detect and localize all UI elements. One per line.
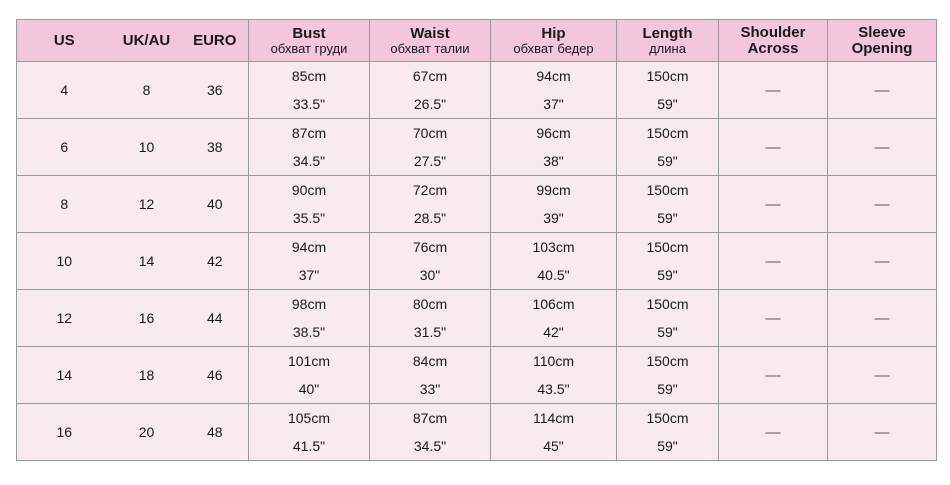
shoulder-across-cell: — bbox=[719, 176, 828, 233]
table-body bbox=[17, 62, 937, 461]
table-header bbox=[17, 20, 937, 62]
us-size-cell: 8 bbox=[17, 176, 112, 233]
length-cm-value: 150cm bbox=[646, 296, 689, 312]
hip-cell bbox=[491, 119, 617, 176]
uk-au-size-cell: 20 bbox=[112, 404, 182, 461]
header-euro: EURO bbox=[182, 20, 249, 62]
waist-cm-value: 80cm bbox=[412, 296, 448, 312]
length-cm-value: 150cm bbox=[646, 410, 689, 426]
table-row bbox=[17, 290, 937, 347]
length-cell bbox=[617, 233, 719, 290]
bust-cell bbox=[249, 290, 370, 347]
euro-size-cell: 48 bbox=[182, 404, 249, 461]
length-cell bbox=[617, 62, 719, 119]
sleeve-opening-cell: — bbox=[828, 347, 937, 404]
length-inch-value: 59" bbox=[657, 96, 678, 112]
waist-cell bbox=[370, 290, 491, 347]
header-hip bbox=[491, 20, 617, 62]
waist-cell bbox=[370, 233, 491, 290]
header-shoulder bbox=[719, 20, 828, 62]
header-us: US bbox=[17, 20, 112, 62]
length-cm-value: 150cm bbox=[646, 353, 689, 369]
us-size-cell: 16 bbox=[17, 404, 112, 461]
header-row bbox=[17, 20, 937, 62]
length-cell bbox=[617, 404, 719, 461]
waist-cm-value: 84cm bbox=[412, 353, 448, 369]
header-sleeve-line1: Sleeve bbox=[858, 23, 906, 41]
header-hip-sub: обхват бедер bbox=[513, 41, 594, 56]
hip-cell bbox=[491, 347, 617, 404]
euro-size-cell: 36 bbox=[182, 62, 249, 119]
bust-cm-value: 94cm bbox=[291, 239, 327, 255]
length-inch-value: 59" bbox=[657, 381, 678, 397]
waist-inch-value: 27.5" bbox=[413, 153, 447, 169]
waist-cm-value: 76cm bbox=[412, 239, 448, 255]
size-chart-table bbox=[16, 19, 937, 461]
length-cm-value: 150cm bbox=[646, 125, 689, 141]
hip-cell bbox=[491, 233, 617, 290]
length-cm-value: 150cm bbox=[646, 182, 689, 198]
waist-cm-value: 87cm bbox=[412, 410, 448, 426]
bust-cell bbox=[249, 176, 370, 233]
header-sleeve-line2: Opening bbox=[851, 39, 913, 57]
bust-cm-value: 105cm bbox=[287, 410, 331, 426]
header-waist bbox=[370, 20, 491, 62]
bust-inch-value: 40" bbox=[298, 381, 320, 397]
euro-size-cell: 44 bbox=[182, 290, 249, 347]
header-hip-label: Hip bbox=[541, 25, 566, 42]
bust-inch-value: 35.5" bbox=[292, 210, 326, 226]
hip-cell bbox=[491, 176, 617, 233]
hip-cell bbox=[491, 290, 617, 347]
length-cell bbox=[617, 176, 719, 233]
bust-inch-value: 37" bbox=[298, 267, 320, 283]
shoulder-across-cell: — bbox=[719, 404, 828, 461]
bust-cell bbox=[249, 404, 370, 461]
uk-au-size-cell: 8 bbox=[112, 62, 182, 119]
sleeve-opening-cell: — bbox=[828, 290, 937, 347]
hip-cm-value: 106cm bbox=[532, 296, 575, 312]
length-inch-value: 59" bbox=[657, 153, 678, 169]
us-size-cell: 6 bbox=[17, 119, 112, 176]
waist-cm-value: 70cm bbox=[412, 125, 448, 141]
hip-cm-value: 114cm bbox=[533, 410, 574, 426]
shoulder-across-cell: — bbox=[719, 290, 828, 347]
hip-inch-value: 39" bbox=[543, 210, 564, 226]
bust-cell bbox=[249, 347, 370, 404]
us-size-cell: 14 bbox=[17, 347, 112, 404]
bust-inch-value: 33.5" bbox=[292, 96, 326, 112]
bust-inch-value: 41.5" bbox=[292, 438, 326, 454]
hip-cell bbox=[491, 404, 617, 461]
uk-au-size-cell: 12 bbox=[112, 176, 182, 233]
waist-cm-value: 72cm bbox=[412, 182, 448, 198]
hip-cm-value: 96cm bbox=[536, 125, 571, 141]
uk-au-size-cell: 14 bbox=[112, 233, 182, 290]
bust-inch-value: 38.5" bbox=[292, 324, 326, 340]
bust-cm-value: 90cm bbox=[291, 182, 327, 198]
waist-inch-value: 31.5" bbox=[413, 324, 447, 340]
hip-cm-value: 99cm bbox=[536, 182, 571, 198]
hip-cm-value: 94cm bbox=[536, 68, 571, 84]
bust-inch-value: 34.5" bbox=[292, 153, 326, 169]
hip-inch-value: 40.5" bbox=[537, 267, 570, 283]
table-row bbox=[17, 62, 937, 119]
uk-au-size-cell: 10 bbox=[112, 119, 182, 176]
uk-au-size-cell: 18 bbox=[112, 347, 182, 404]
hip-cm-value: 103cm bbox=[532, 239, 575, 255]
hip-inch-value: 37" bbox=[543, 96, 564, 112]
hip-cm-value: 110cm bbox=[533, 353, 574, 369]
hip-inch-value: 45" bbox=[543, 438, 564, 454]
table-row bbox=[17, 176, 937, 233]
hip-inch-value: 42" bbox=[543, 324, 564, 340]
waist-inch-value: 26.5" bbox=[413, 96, 447, 112]
shoulder-across-cell: — bbox=[719, 233, 828, 290]
bust-cell bbox=[249, 119, 370, 176]
bust-cm-value: 98cm bbox=[291, 296, 327, 312]
header-shoulder-line1: Shoulder bbox=[740, 23, 806, 41]
header-waist-label: Waist bbox=[410, 25, 450, 42]
length-inch-value: 59" bbox=[657, 210, 678, 226]
bust-cm-value: 101cm bbox=[287, 353, 331, 369]
hip-inch-value: 38" bbox=[543, 153, 564, 169]
waist-cm-value: 67cm bbox=[412, 68, 448, 84]
sleeve-opening-cell: — bbox=[828, 62, 937, 119]
waist-inch-value: 28.5" bbox=[413, 210, 447, 226]
shoulder-across-cell: — bbox=[719, 347, 828, 404]
bust-cm-value: 85cm bbox=[291, 68, 327, 84]
us-size-cell: 12 bbox=[17, 290, 112, 347]
table-row bbox=[17, 233, 937, 290]
header-bust bbox=[249, 20, 370, 62]
euro-size-cell: 46 bbox=[182, 347, 249, 404]
length-inch-value: 59" bbox=[657, 438, 678, 454]
header-shoulder-line2: Across bbox=[747, 39, 799, 57]
length-cm-value: 150cm bbox=[646, 239, 689, 255]
waist-inch-value: 34.5" bbox=[413, 438, 447, 454]
header-bust-label: Bust bbox=[292, 25, 326, 42]
waist-cell bbox=[370, 119, 491, 176]
us-size-cell: 10 bbox=[17, 233, 112, 290]
length-inch-value: 59" bbox=[657, 267, 678, 283]
length-cell bbox=[617, 347, 719, 404]
hip-cell bbox=[491, 62, 617, 119]
sleeve-opening-cell: — bbox=[828, 404, 937, 461]
waist-cell bbox=[370, 176, 491, 233]
header-uk-au: UK/AU bbox=[112, 20, 182, 62]
euro-size-cell: 38 bbox=[182, 119, 249, 176]
waist-cell bbox=[370, 404, 491, 461]
euro-size-cell: 40 bbox=[182, 176, 249, 233]
length-inch-value: 59" bbox=[657, 324, 678, 340]
sleeve-opening-cell: — bbox=[828, 119, 937, 176]
length-cm-value: 150cm bbox=[646, 68, 689, 84]
sleeve-opening-cell: — bbox=[828, 176, 937, 233]
header-length bbox=[617, 20, 719, 62]
table-row bbox=[17, 119, 937, 176]
shoulder-across-cell: — bbox=[719, 119, 828, 176]
header-length-label: Length bbox=[642, 25, 693, 42]
length-cell bbox=[617, 119, 719, 176]
header-waist-sub: обхват талии bbox=[390, 41, 470, 56]
bust-cell bbox=[249, 233, 370, 290]
header-sleeve bbox=[828, 20, 937, 62]
bust-cell bbox=[249, 62, 370, 119]
sleeve-opening-cell: — bbox=[828, 233, 937, 290]
waist-inch-value: 30" bbox=[419, 267, 441, 283]
header-length-sub: длина bbox=[649, 41, 686, 56]
shoulder-across-cell: — bbox=[719, 62, 828, 119]
length-cell bbox=[617, 290, 719, 347]
table-row bbox=[17, 347, 937, 404]
bust-cm-value: 87cm bbox=[291, 125, 327, 141]
waist-inch-value: 33" bbox=[419, 381, 441, 397]
waist-cell bbox=[370, 347, 491, 404]
waist-cell bbox=[370, 62, 491, 119]
table-row bbox=[17, 404, 937, 461]
euro-size-cell: 42 bbox=[182, 233, 249, 290]
hip-inch-value: 43.5" bbox=[537, 381, 570, 397]
header-bust-sub: обхват груди bbox=[270, 41, 348, 56]
uk-au-size-cell: 16 bbox=[112, 290, 182, 347]
us-size-cell: 4 bbox=[17, 62, 112, 119]
